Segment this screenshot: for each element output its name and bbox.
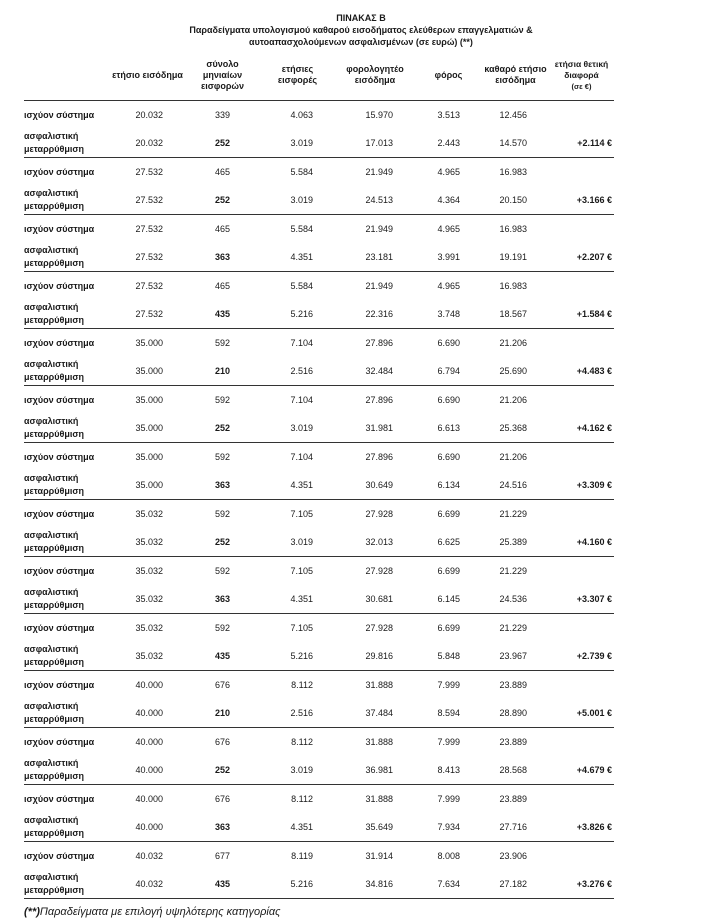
cell-monthly-contributions: 465 bbox=[214, 167, 231, 177]
cell-taxable-income: 21.949 bbox=[365, 167, 393, 177]
cell-monthly-contributions: 435 bbox=[185, 300, 260, 329]
cell-monthly-contributions: 252 bbox=[185, 528, 260, 557]
cell-annual-income: 35.032 bbox=[135, 509, 163, 519]
cell-monthly-contributions: 676 bbox=[214, 680, 231, 690]
cell-tax: 7.934 bbox=[415, 813, 482, 842]
cell-net-income: 12.456 bbox=[499, 110, 527, 120]
row-label-reform: ασφαλιστική μεταρρύθμιση bbox=[24, 813, 110, 842]
cell-positive-difference: +3.826 € bbox=[549, 813, 614, 842]
cell-monthly-contributions: 252 bbox=[185, 129, 260, 158]
cell-annual-income: 40.032 bbox=[135, 851, 163, 861]
cell-annual-contributions: 8.112 bbox=[291, 680, 313, 690]
table-row-current bbox=[24, 785, 614, 814]
cell-tax: 7.999 bbox=[437, 680, 460, 690]
row-label-reform: ασφαλιστική μεταρρύθμιση bbox=[24, 129, 110, 158]
cell-tax: 6.690 bbox=[437, 452, 460, 462]
cell-positive-difference bbox=[549, 728, 614, 757]
cell-tax: 3.748 bbox=[415, 300, 482, 329]
row-label-reform: ασφαλιστική μεταρρύθμιση bbox=[24, 642, 110, 671]
table-row-reform bbox=[24, 129, 614, 158]
cell-taxable-income: 30.649 bbox=[335, 471, 415, 500]
cell-tax: 4.965 bbox=[437, 224, 460, 234]
cell-net-income: 24.516 bbox=[482, 471, 549, 500]
table-title-line-1: ΠΙΝΑΚΑΣ Β bbox=[336, 13, 386, 23]
cell-positive-difference: +1.584 € bbox=[549, 300, 614, 329]
cell-annual-income: 20.032 bbox=[110, 129, 185, 158]
row-label-reform: ασφαλιστική μεταρρύθμιση bbox=[24, 300, 110, 329]
row-label-current: ισχύον σύστημα bbox=[24, 508, 95, 519]
cell-annual-contributions: 3.019 bbox=[260, 129, 335, 158]
cell-monthly-contributions: 435 bbox=[185, 870, 260, 899]
cell-taxable-income: 21.949 bbox=[365, 224, 393, 234]
table-title-line-3: αυτοαπασχολούμενων ασφαλισμένων (σε ευρώ) (**) bbox=[249, 37, 473, 47]
cell-positive-difference bbox=[549, 842, 614, 871]
cell-tax: 3.513 bbox=[437, 110, 460, 120]
cell-annual-contributions: 3.019 bbox=[260, 756, 335, 785]
cell-positive-difference: +3.166 € bbox=[549, 186, 614, 215]
cell-taxable-income: 23.181 bbox=[335, 243, 415, 272]
cell-monthly-contributions: 363 bbox=[185, 471, 260, 500]
row-label-current: ισχύον σύστημα bbox=[24, 622, 95, 633]
cell-positive-difference: +2.207 € bbox=[549, 243, 614, 272]
cell-annual-contributions: 4.351 bbox=[260, 585, 335, 614]
row-label-current: ισχύον σύστημα bbox=[24, 337, 95, 348]
cell-monthly-contributions: 210 bbox=[185, 357, 260, 386]
cell-monthly-contributions: 210 bbox=[185, 699, 260, 728]
cell-taxable-income: 31.981 bbox=[335, 414, 415, 443]
cell-annual-contributions: 7.104 bbox=[290, 338, 313, 348]
header-annual-contributions: ετήσιες εισφορές bbox=[260, 50, 335, 101]
cell-monthly-contributions: 465 bbox=[214, 281, 231, 291]
cell-positive-difference: +4.679 € bbox=[549, 756, 614, 785]
row-label-current: ισχύον σύστημα bbox=[24, 793, 95, 804]
cell-positive-difference bbox=[549, 386, 614, 415]
cell-annual-income: 40.000 bbox=[135, 737, 163, 747]
cell-monthly-contributions: 676 bbox=[214, 794, 231, 804]
cell-positive-difference bbox=[549, 215, 614, 244]
row-label-current: ισχύον σύστημα bbox=[24, 166, 95, 177]
cell-positive-difference: +4.162 € bbox=[549, 414, 614, 443]
cell-net-income: 23.906 bbox=[499, 851, 527, 861]
income-examples-table bbox=[24, 50, 614, 899]
footnote-text: Παραδείγματα με επιλογή υψηλότερης κατηγορίας bbox=[39, 906, 281, 918]
cell-tax: 6.794 bbox=[415, 357, 482, 386]
cell-positive-difference: +3.307 € bbox=[549, 585, 614, 614]
table-row-reform bbox=[24, 528, 614, 557]
cell-annual-contributions: 5.216 bbox=[260, 300, 335, 329]
cell-annual-income: 35.032 bbox=[110, 585, 185, 614]
footnote-marker: (**) bbox=[24, 906, 40, 918]
cell-monthly-contributions: 592 bbox=[214, 566, 231, 576]
cell-tax: 6.690 bbox=[437, 338, 460, 348]
cell-net-income: 23.889 bbox=[499, 680, 527, 690]
cell-annual-contributions: 4.351 bbox=[260, 813, 335, 842]
cell-net-income: 28.890 bbox=[482, 699, 549, 728]
cell-monthly-contributions: 676 bbox=[214, 737, 231, 747]
cell-net-income: 16.983 bbox=[499, 224, 527, 234]
cell-taxable-income: 34.816 bbox=[335, 870, 415, 899]
cell-tax: 6.699 bbox=[437, 509, 460, 519]
cell-annual-contributions: 5.584 bbox=[290, 224, 313, 234]
cell-tax: 4.965 bbox=[437, 167, 460, 177]
cell-tax: 6.625 bbox=[415, 528, 482, 557]
table-row-current bbox=[24, 443, 614, 472]
table-row-current bbox=[24, 614, 614, 643]
cell-monthly-contributions: 252 bbox=[185, 756, 260, 785]
cell-annual-contributions: 7.105 bbox=[290, 509, 313, 519]
cell-positive-difference bbox=[549, 557, 614, 586]
header-tax: φόρος bbox=[415, 50, 482, 101]
cell-tax: 6.145 bbox=[415, 585, 482, 614]
cell-monthly-contributions: 363 bbox=[185, 585, 260, 614]
cell-net-income: 19.191 bbox=[482, 243, 549, 272]
cell-net-income: 27.716 bbox=[482, 813, 549, 842]
cell-annual-contributions: 8.119 bbox=[291, 851, 313, 861]
row-label-reform: ασφαλιστική μεταρρύθμιση bbox=[24, 756, 110, 785]
cell-positive-difference bbox=[549, 329, 614, 358]
cell-positive-difference bbox=[549, 671, 614, 700]
table-row-current bbox=[24, 329, 614, 358]
table-title bbox=[0, 12, 722, 48]
cell-annual-contributions: 5.584 bbox=[290, 281, 313, 291]
cell-taxable-income: 31.888 bbox=[365, 680, 393, 690]
cell-annual-income: 35.000 bbox=[135, 395, 163, 405]
table-row-current bbox=[24, 728, 614, 757]
row-label-current: ισχύον σύστημα bbox=[24, 223, 95, 234]
cell-annual-income: 35.000 bbox=[110, 471, 185, 500]
cell-taxable-income: 27.896 bbox=[365, 338, 393, 348]
cell-taxable-income: 29.816 bbox=[335, 642, 415, 671]
cell-tax: 6.699 bbox=[437, 566, 460, 576]
cell-taxable-income: 31.914 bbox=[365, 851, 393, 861]
row-label-reform: ασφαλιστική μεταρρύθμιση bbox=[24, 243, 110, 272]
table-row-reform bbox=[24, 870, 614, 899]
cell-positive-difference bbox=[549, 101, 614, 130]
cell-annual-income: 35.032 bbox=[135, 566, 163, 576]
cell-annual-income: 27.532 bbox=[110, 243, 185, 272]
table-row-current bbox=[24, 500, 614, 529]
cell-annual-income: 40.000 bbox=[135, 680, 163, 690]
row-label-current: ισχύον σύστημα bbox=[24, 109, 95, 120]
cell-annual-contributions: 3.019 bbox=[260, 186, 335, 215]
table-row-current bbox=[24, 671, 614, 700]
table-row-reform bbox=[24, 186, 614, 215]
table-row-reform bbox=[24, 642, 614, 671]
cell-annual-contributions: 7.105 bbox=[290, 623, 313, 633]
cell-taxable-income: 32.013 bbox=[335, 528, 415, 557]
table-row-current bbox=[24, 557, 614, 586]
cell-positive-difference: +3.276 € bbox=[549, 870, 614, 899]
table-row-current bbox=[24, 215, 614, 244]
cell-net-income: 23.889 bbox=[499, 737, 527, 747]
cell-positive-difference bbox=[549, 614, 614, 643]
cell-monthly-contributions: 465 bbox=[214, 224, 231, 234]
table-row-reform bbox=[24, 756, 614, 785]
table-row-current bbox=[24, 101, 614, 130]
cell-net-income: 21.206 bbox=[499, 395, 527, 405]
header-net-income: καθαρό ετήσιο εισόδημα bbox=[482, 50, 549, 101]
cell-monthly-contributions: 592 bbox=[214, 452, 231, 462]
cell-net-income: 21.206 bbox=[499, 338, 527, 348]
cell-monthly-contributions: 592 bbox=[214, 395, 231, 405]
cell-taxable-income: 36.981 bbox=[335, 756, 415, 785]
row-label-current: ισχύον σύστημα bbox=[24, 394, 95, 405]
cell-net-income: 21.229 bbox=[499, 509, 527, 519]
cell-monthly-contributions: 435 bbox=[185, 642, 260, 671]
cell-annual-income: 20.032 bbox=[135, 110, 163, 120]
cell-annual-income: 27.532 bbox=[135, 224, 163, 234]
cell-net-income: 21.229 bbox=[499, 623, 527, 633]
cell-net-income: 27.182 bbox=[482, 870, 549, 899]
cell-tax: 8.413 bbox=[415, 756, 482, 785]
cell-net-income: 25.389 bbox=[482, 528, 549, 557]
cell-monthly-contributions: 252 bbox=[185, 414, 260, 443]
cell-positive-difference bbox=[549, 158, 614, 187]
cell-tax: 7.634 bbox=[415, 870, 482, 899]
cell-annual-contributions: 7.105 bbox=[290, 566, 313, 576]
table-row-current bbox=[24, 272, 614, 301]
table-title-line-2: Παραδείγματα υπολογισμού καθαρού εισοδήματος ελεύθερων επαγγελματιών & bbox=[189, 25, 533, 35]
cell-annual-income: 27.532 bbox=[110, 300, 185, 329]
cell-net-income: 16.983 bbox=[499, 167, 527, 177]
cell-positive-difference bbox=[549, 785, 614, 814]
cell-positive-difference: +4.160 € bbox=[549, 528, 614, 557]
row-label-reform: ασφαλιστική μεταρρύθμιση bbox=[24, 471, 110, 500]
cell-monthly-contributions: 592 bbox=[214, 623, 231, 633]
cell-annual-contributions: 2.516 bbox=[260, 699, 335, 728]
cell-annual-income: 35.032 bbox=[110, 528, 185, 557]
header-empty bbox=[24, 50, 110, 101]
cell-annual-income: 27.532 bbox=[135, 167, 163, 177]
cell-net-income: 16.983 bbox=[499, 281, 527, 291]
cell-taxable-income: 32.484 bbox=[335, 357, 415, 386]
cell-net-income: 25.368 bbox=[482, 414, 549, 443]
cell-annual-contributions: 8.112 bbox=[291, 794, 313, 804]
cell-annual-income: 35.000 bbox=[135, 338, 163, 348]
cell-annual-income: 40.000 bbox=[135, 794, 163, 804]
cell-taxable-income: 31.888 bbox=[365, 737, 393, 747]
cell-annual-contributions: 5.584 bbox=[290, 167, 313, 177]
header-annual-income: ετήσιο εισόδημα bbox=[110, 50, 185, 101]
header-positive-difference bbox=[549, 50, 614, 101]
cell-net-income: 23.967 bbox=[482, 642, 549, 671]
table-row-reform bbox=[24, 300, 614, 329]
cell-taxable-income: 30.681 bbox=[335, 585, 415, 614]
cell-annual-income: 35.032 bbox=[110, 642, 185, 671]
cell-tax: 6.699 bbox=[437, 623, 460, 633]
table-row-reform bbox=[24, 414, 614, 443]
cell-annual-income: 40.032 bbox=[110, 870, 185, 899]
cell-tax: 4.965 bbox=[437, 281, 460, 291]
cell-tax: 5.848 bbox=[415, 642, 482, 671]
cell-net-income: 21.229 bbox=[499, 566, 527, 576]
row-label-current: ισχύον σύστημα bbox=[24, 451, 95, 462]
table-row-reform bbox=[24, 243, 614, 272]
cell-annual-income: 27.532 bbox=[110, 186, 185, 215]
row-label-current: ισχύον σύστημα bbox=[24, 679, 95, 690]
cell-net-income: 18.567 bbox=[482, 300, 549, 329]
cell-annual-income: 35.000 bbox=[110, 414, 185, 443]
cell-net-income: 23.889 bbox=[499, 794, 527, 804]
cell-annual-contributions: 2.516 bbox=[260, 357, 335, 386]
cell-positive-difference bbox=[549, 500, 614, 529]
cell-monthly-contributions: 592 bbox=[214, 338, 231, 348]
row-label-reform: ασφαλιστική μεταρρύθμιση bbox=[24, 699, 110, 728]
cell-tax: 4.364 bbox=[415, 186, 482, 215]
cell-taxable-income: 21.949 bbox=[365, 281, 393, 291]
cell-net-income: 28.568 bbox=[482, 756, 549, 785]
cell-annual-contributions: 5.216 bbox=[260, 642, 335, 671]
cell-net-income: 20.150 bbox=[482, 186, 549, 215]
cell-positive-difference: +4.483 € bbox=[549, 357, 614, 386]
cell-taxable-income: 31.888 bbox=[365, 794, 393, 804]
cell-monthly-contributions: 677 bbox=[214, 851, 231, 861]
row-label-current: ισχύον σύστημα bbox=[24, 280, 95, 291]
row-label-reform: ασφαλιστική μεταρρύθμιση bbox=[24, 186, 110, 215]
cell-taxable-income: 27.896 bbox=[365, 395, 393, 405]
cell-positive-difference bbox=[549, 272, 614, 301]
cell-taxable-income: 17.013 bbox=[335, 129, 415, 158]
cell-annual-contributions: 4.351 bbox=[260, 243, 335, 272]
table-row-reform bbox=[24, 585, 614, 614]
cell-taxable-income: 22.316 bbox=[335, 300, 415, 329]
cell-monthly-contributions: 363 bbox=[185, 813, 260, 842]
cell-monthly-contributions: 252 bbox=[185, 186, 260, 215]
cell-annual-contributions: 5.216 bbox=[260, 870, 335, 899]
cell-taxable-income: 27.896 bbox=[365, 452, 393, 462]
table-row-reform bbox=[24, 813, 614, 842]
row-label-reform: ασφαλιστική μεταρρύθμιση bbox=[24, 414, 110, 443]
table-row-reform bbox=[24, 471, 614, 500]
cell-taxable-income: 27.928 bbox=[365, 566, 393, 576]
cell-annual-contributions: 7.104 bbox=[290, 395, 313, 405]
cell-annual-contributions: 4.063 bbox=[290, 110, 313, 120]
cell-net-income: 25.690 bbox=[482, 357, 549, 386]
row-label-current: ισχύον σύστημα bbox=[24, 850, 95, 861]
cell-monthly-contributions: 339 bbox=[214, 110, 231, 120]
row-label-reform: ασφαλιστική μεταρρύθμιση bbox=[24, 357, 110, 386]
cell-tax: 8.008 bbox=[437, 851, 460, 861]
cell-annual-income: 35.032 bbox=[135, 623, 163, 633]
table-row-current bbox=[24, 842, 614, 871]
cell-taxable-income: 27.928 bbox=[365, 509, 393, 519]
row-label-reform: ασφαλιστική μεταρρύθμιση bbox=[24, 585, 110, 614]
header-positive-difference-label: ετήσια θετική διαφορά bbox=[554, 58, 609, 80]
cell-tax: 6.134 bbox=[415, 471, 482, 500]
cell-tax: 7.999 bbox=[437, 794, 460, 804]
header-taxable-income: φορολογητέο εισόδημα bbox=[335, 50, 415, 101]
cell-monthly-contributions: 363 bbox=[185, 243, 260, 272]
row-label-current: ισχύον σύστημα bbox=[24, 736, 95, 747]
cell-net-income: 24.536 bbox=[482, 585, 549, 614]
cell-tax: 6.613 bbox=[415, 414, 482, 443]
cell-positive-difference: +2.739 € bbox=[549, 642, 614, 671]
cell-annual-income: 35.000 bbox=[135, 452, 163, 462]
cell-annual-income: 40.000 bbox=[110, 813, 185, 842]
cell-annual-income: 27.532 bbox=[135, 281, 163, 291]
cell-tax: 3.991 bbox=[415, 243, 482, 272]
cell-positive-difference bbox=[549, 443, 614, 472]
cell-tax: 7.999 bbox=[437, 737, 460, 747]
table-row-reform bbox=[24, 357, 614, 386]
cell-annual-income: 35.000 bbox=[110, 357, 185, 386]
header-positive-difference-unit: (σε €) bbox=[571, 81, 592, 91]
cell-net-income: 14.570 bbox=[482, 129, 549, 158]
cell-annual-income: 40.000 bbox=[110, 756, 185, 785]
cell-tax: 6.690 bbox=[437, 395, 460, 405]
header-row bbox=[24, 50, 614, 101]
row-label-reform: ασφαλιστική μεταρρύθμιση bbox=[24, 870, 110, 899]
cell-taxable-income: 24.513 bbox=[335, 186, 415, 215]
table-row-reform bbox=[24, 699, 614, 728]
cell-taxable-income: 37.484 bbox=[335, 699, 415, 728]
cell-annual-income: 40.000 bbox=[110, 699, 185, 728]
header-monthly-contributions: σύνολο μηνιαίων εισφορών bbox=[185, 50, 260, 101]
cell-net-income: 21.206 bbox=[499, 452, 527, 462]
cell-annual-contributions: 3.019 bbox=[260, 414, 335, 443]
row-label-reform: ασφαλιστική μεταρρύθμιση bbox=[24, 528, 110, 557]
table-body bbox=[24, 101, 614, 899]
cell-positive-difference: +2.114 € bbox=[549, 129, 614, 158]
row-label-current: ισχύον σύστημα bbox=[24, 565, 95, 576]
cell-annual-contributions: 4.351 bbox=[260, 471, 335, 500]
table-row-current bbox=[24, 158, 614, 187]
cell-tax: 8.594 bbox=[415, 699, 482, 728]
cell-taxable-income: 27.928 bbox=[365, 623, 393, 633]
table-row-current bbox=[24, 386, 614, 415]
cell-positive-difference: +3.309 € bbox=[549, 471, 614, 500]
cell-annual-contributions: 7.104 bbox=[290, 452, 313, 462]
cell-annual-contributions: 3.019 bbox=[260, 528, 335, 557]
cell-tax: 2.443 bbox=[415, 129, 482, 158]
cell-annual-contributions: 8.112 bbox=[291, 737, 313, 747]
cell-monthly-contributions: 592 bbox=[214, 509, 231, 519]
cell-taxable-income: 15.970 bbox=[365, 110, 393, 120]
cell-positive-difference: +5.001 € bbox=[549, 699, 614, 728]
cell-taxable-income: 35.649 bbox=[335, 813, 415, 842]
footnote bbox=[24, 906, 281, 918]
